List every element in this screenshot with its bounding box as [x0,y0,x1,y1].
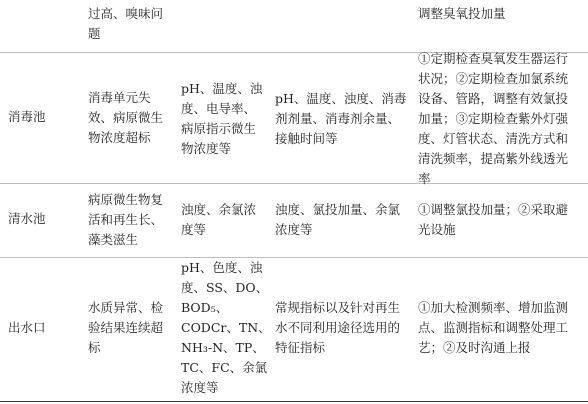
row-1-issue: 消毒单元失 效、病原微生 物浓度超标 [88,90,164,145]
row-1-params: pH、温度、浊 度、电导率、 病原指示微生 物浓度等 [181,81,263,156]
row-1-unit: 消毒池 [8,109,46,124]
row-0-issue: 过高、嗅味问 题 [88,6,164,41]
row-3-params: pH、色度、浊 度、SS、DO、 BOD₅、 CODCr、TN、 NH₃-N、TP、 TC、FC、余氯 浓度等 [181,260,271,395]
row-3-measures: ①加大检测频率、增加监测 点、监测指标和调整处理工 艺；②及时沟通上报 [418,300,569,355]
row-2-indicators: 浊度、氯投加量、余氯 浓度等 [275,202,401,237]
row-2-measures: ①调整氯投加量；②采取避 光设施 [418,202,569,237]
row-2-issue: 病原微生物复 活和再生长、 藻类滋生 [88,192,164,247]
row-2-params: 浊度、余氯浓 度等 [181,202,257,237]
row-3-issue: 水质异常、检 验结果连续超 标 [88,300,164,355]
row-3-indicators: 常规指标以及针对再生 水不同利用途径选用的 特征指标 [275,300,401,355]
row-divider [0,257,588,258]
table-bottom-rule [0,401,588,402]
row-2-unit: 清水池 [8,211,46,226]
row-1-measures: ①定期检查臭氧发生器运行 状况；②定期检查加氯系统 设备、管路，调整有效氯投 加量；③定期检查紫外灯强 度、灯管状态、清洗方式和 清洗频率，提高紫外线透光 率 [418,51,569,186]
row-3-unit: 出水口 [8,320,46,335]
row-1-indicators: pH、温度、浊度、消毒 剂剂量、消毒剂余量、 接触时间等 [275,91,407,146]
row-0-measures: 调整臭氧投加量 [418,6,506,21]
